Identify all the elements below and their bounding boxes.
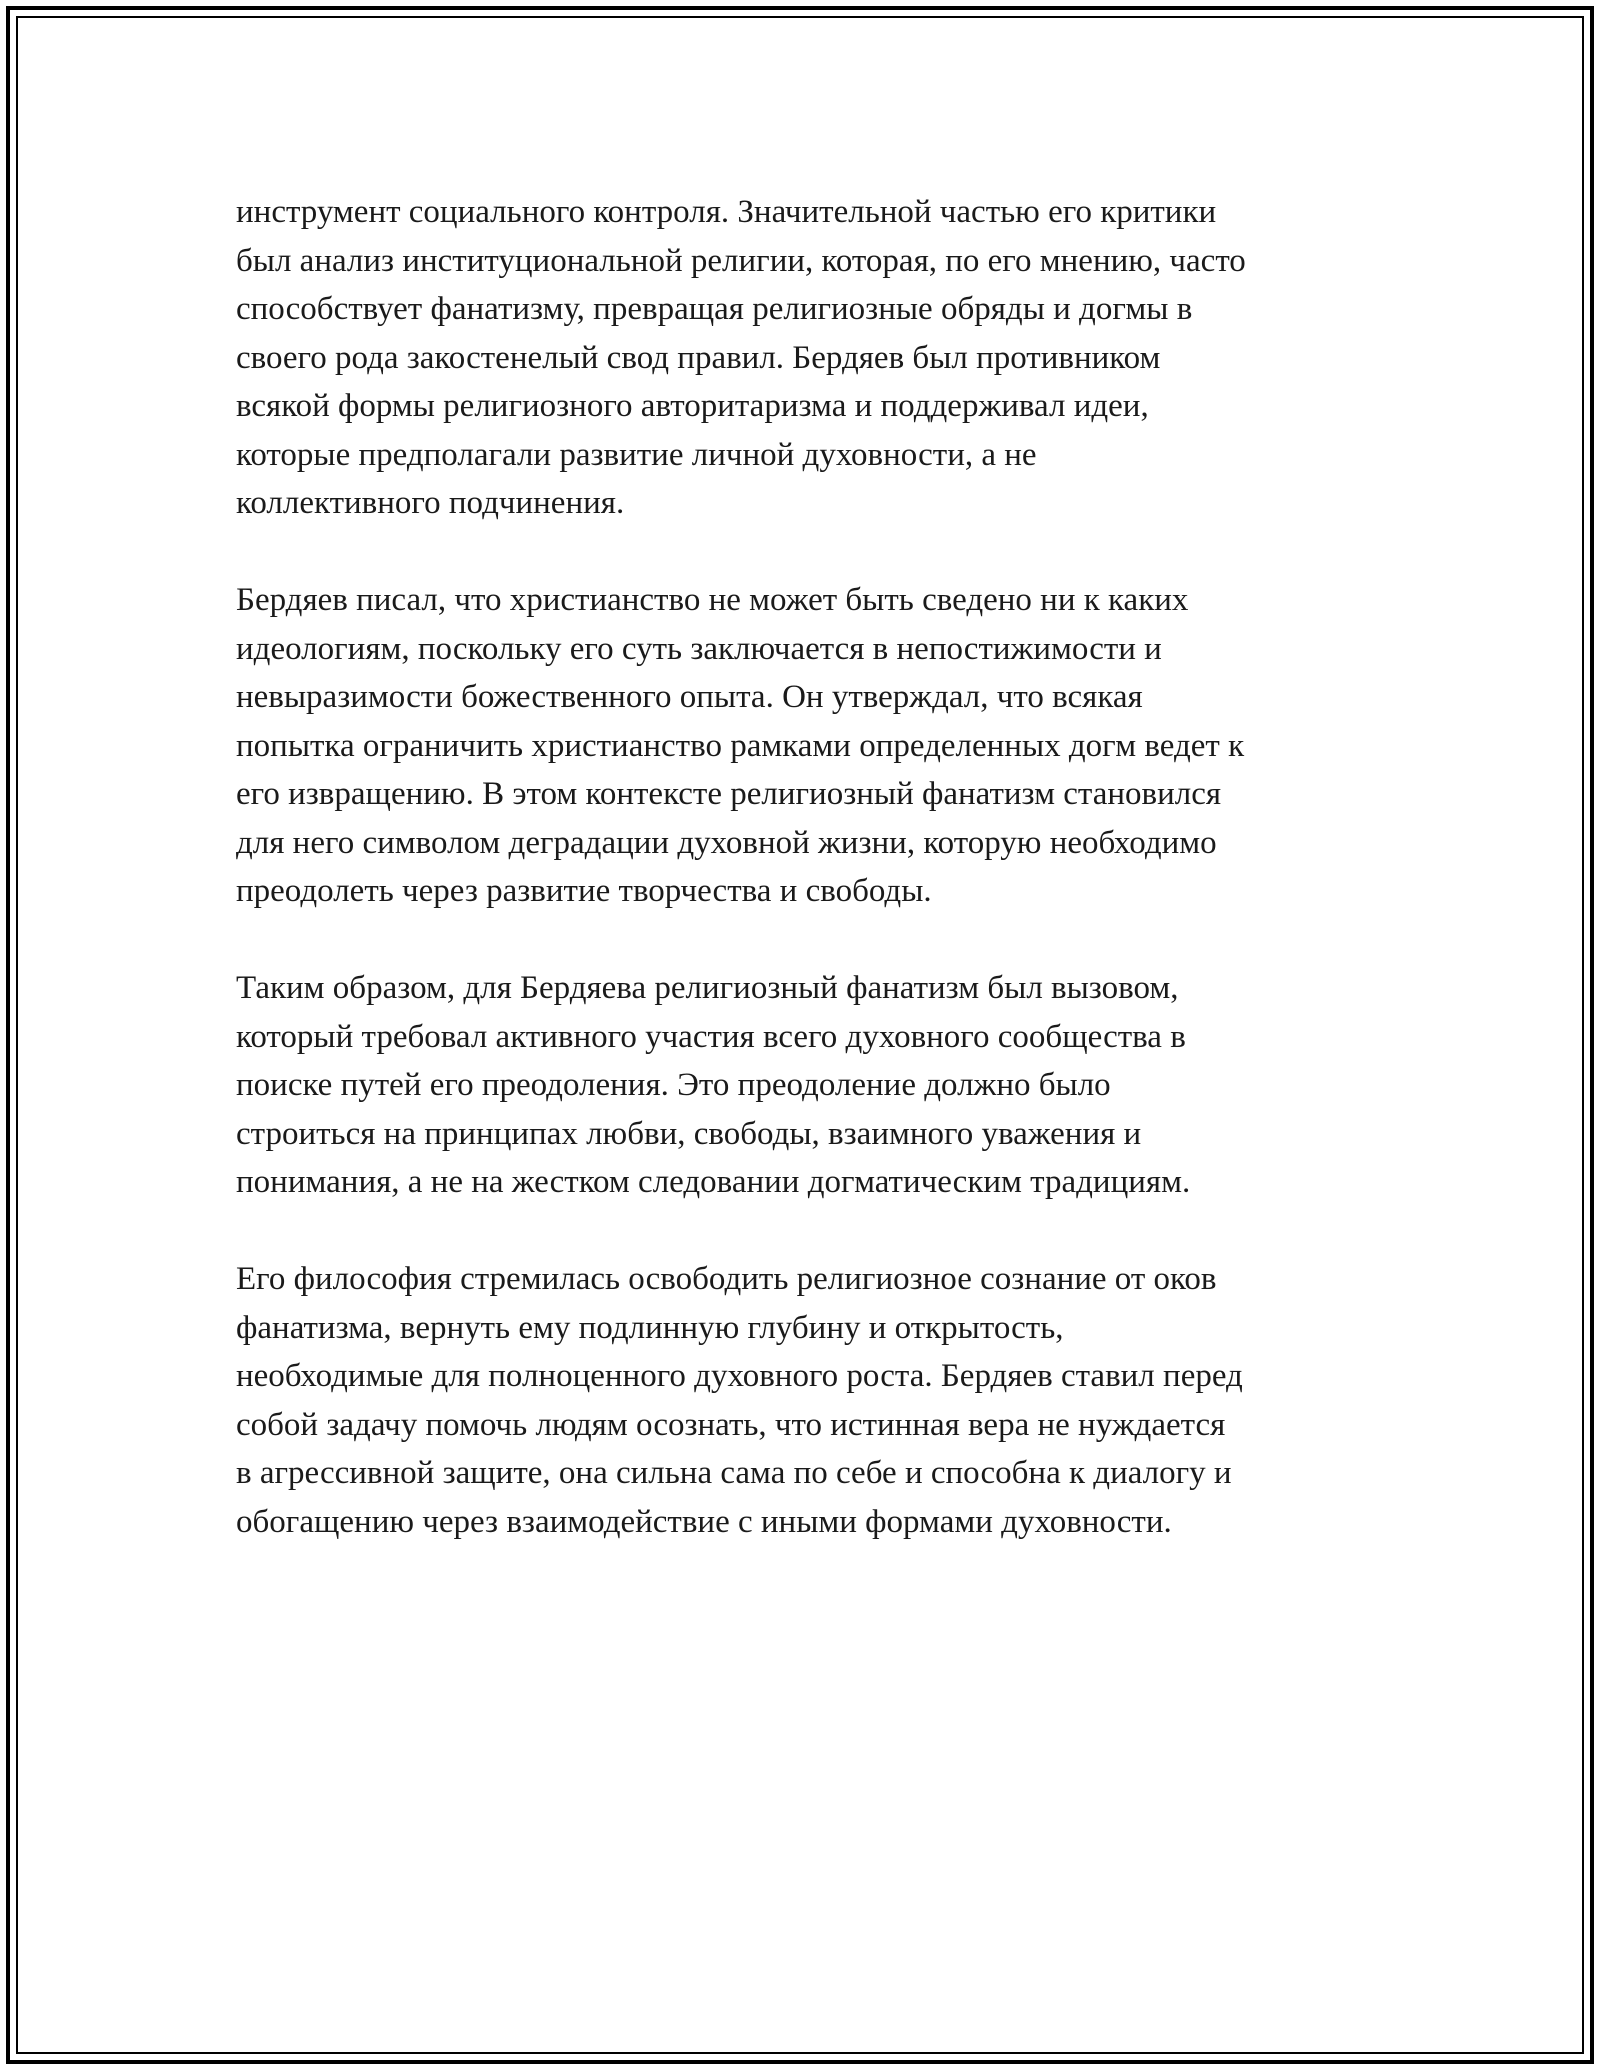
- text-line: строиться на принципах любви, свободы, взаимного уважения и: [236, 1115, 1142, 1152]
- text-line: был анализ институциональной религии, которая, по его мнению, часто: [236, 242, 1246, 279]
- text-line: обогащению через взаимодействие с иными формами духовности.: [236, 1503, 1172, 1540]
- text-line: которые предполагали развитие личной духовности, а не: [236, 436, 1037, 473]
- text-line: который требовал активного участия всего духовного сообщества в: [236, 1018, 1186, 1055]
- text-line: идеологиям, поскольку его суть заключается в непостижимости и: [236, 630, 1162, 667]
- text-line: всякой формы религиозного авторитаризма и поддерживал идеи,: [236, 388, 1149, 424]
- text-line: его извращению. В этом контексте религиозный фанатизм становился: [236, 776, 1222, 812]
- text-line: Его философия стремилась освободить религиозное сознание от оков: [236, 1261, 1217, 1297]
- paragraph-4: [236, 1255, 1396, 1546]
- text-line: невыразимости божественного опыта. Он утверждал, что всякая: [236, 679, 1143, 715]
- text-line: Таким образом, для Бердяева религиозный фанатизм был вызовом,: [236, 970, 1179, 1006]
- text-line: поиске путей его преодоления. Это преодоление должно было: [236, 1067, 1111, 1103]
- text-line: своего рода закостенелый свод правил. Бердяев был противником: [236, 339, 1161, 376]
- paragraph-2: [236, 576, 1396, 916]
- paragraph-1: [236, 188, 1396, 528]
- text-line: собой задачу помочь людям осознать, что истинная вера не нуждается: [236, 1406, 1226, 1443]
- text-line: попытка ограничить христианство рамками определенных догм ведет к: [236, 727, 1245, 764]
- text-line: фанатизма, вернуть ему подлинную глубину и открытость,: [236, 1309, 1064, 1346]
- text-line: коллективного подчинения.: [236, 485, 625, 521]
- text-line: преодолеть через развитие творчества и свободы.: [236, 873, 932, 909]
- text-line: способствует фанатизму, превращая религиозные обряды и догмы в: [236, 291, 1193, 327]
- paragraph-3: [236, 964, 1396, 1207]
- text-line: для него символом деградации духовной жизни, которую необходимо: [236, 824, 1217, 861]
- text-line: в агрессивной защите, она сильна сама по себе и способна к диалогу и: [236, 1455, 1232, 1491]
- text-line: необходимые для полноценного духовного роста. Бердяев ставил перед: [236, 1358, 1243, 1394]
- text-line: Бердяев писал, что христианство не может быть сведено ни к каких: [236, 582, 1189, 618]
- document-body: [236, 188, 1396, 1595]
- text-line: понимания, а не на жестком следовании догматическим традициям.: [236, 1164, 1191, 1200]
- text-line: инструмент социального контроля. Значительной частью его критики: [236, 194, 1217, 230]
